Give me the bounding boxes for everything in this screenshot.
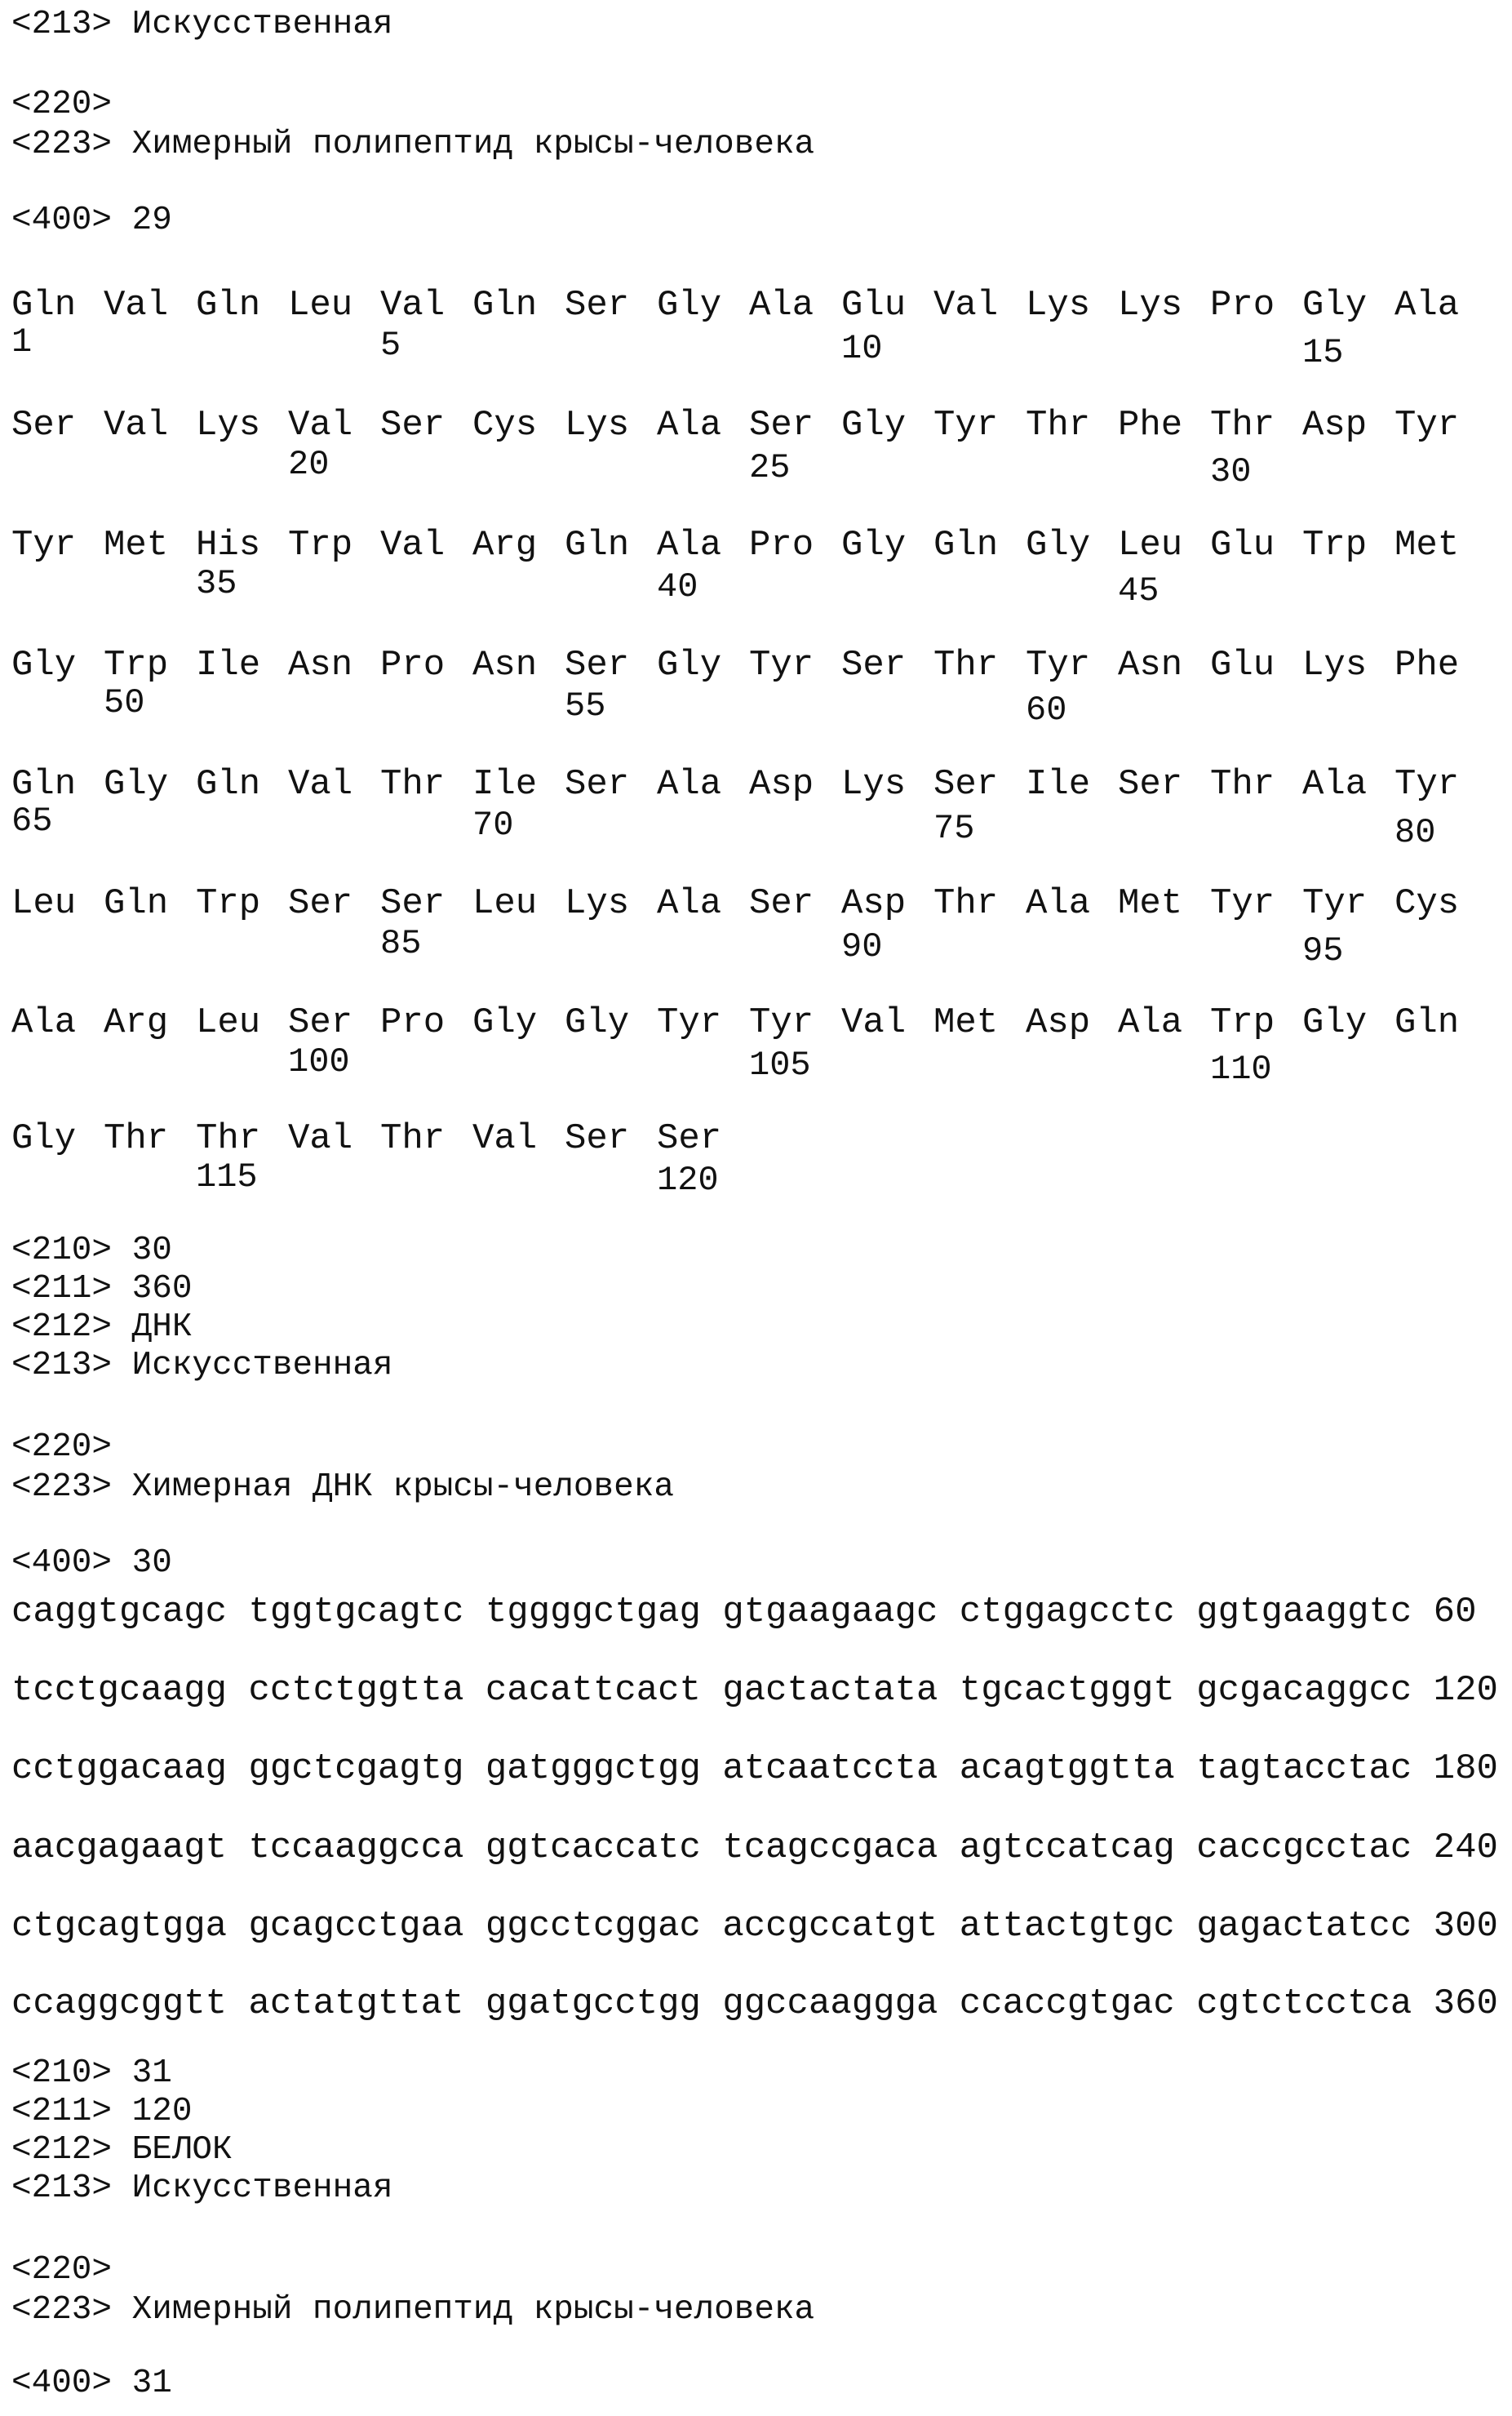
field-400-sequence-id: <400> 31	[11, 2365, 172, 2402]
residue: Ser	[380, 883, 446, 924]
residue: Ser	[933, 764, 999, 805]
residue: Gly	[104, 764, 169, 805]
residue: Leu	[11, 883, 77, 924]
residue: Thr	[1210, 764, 1275, 805]
field-223-description: <223> Химерный полипептид крысы-человека	[11, 2291, 815, 2329]
field-220-feature: <220>	[11, 86, 113, 123]
field-211-length: <211> 120	[11, 2093, 193, 2130]
residue: Pro	[380, 645, 446, 686]
residue: Gln	[933, 525, 999, 566]
residue: Ile	[196, 645, 261, 686]
dna-line: caggtgcagc tggtgcagtc tggggctgag gtgaagaagc ctggagcctc ggtgaaggtc 60	[11, 1592, 1477, 1632]
residue: Ser	[288, 1002, 353, 1043]
residue: Val	[841, 1002, 907, 1043]
residue: Ala	[11, 1002, 77, 1043]
residue: Val	[380, 525, 446, 566]
residue: Leu	[1118, 525, 1183, 566]
residue: Thr	[380, 1118, 446, 1159]
residue: Gly	[841, 405, 907, 446]
field-213-organism: <213> Искусственная	[11, 1347, 393, 1384]
residue: Trp	[104, 645, 169, 686]
residue: Trp	[196, 883, 261, 924]
residue: Pro	[749, 525, 814, 566]
field-223-description: <223> Химерная ДНК крысы-человека	[11, 1468, 674, 1506]
residue: Gly	[657, 285, 722, 326]
residue-position-number: 105	[749, 1046, 811, 1085]
residue: Met	[933, 1002, 999, 1043]
residue: Asp	[841, 883, 907, 924]
residue-position-number: 110	[1210, 1050, 1272, 1089]
residue: Gln	[196, 285, 261, 326]
residue: Val	[104, 405, 169, 446]
residue: Lys	[1302, 645, 1368, 686]
residue: Arg	[104, 1002, 169, 1043]
residue-position-number: 100	[288, 1042, 350, 1081]
residue-position-number: 45	[1118, 571, 1159, 611]
residue: Gly	[472, 1002, 538, 1043]
residue-position-number: 1	[11, 322, 33, 362]
field-213-organism: <213> Искусственная	[11, 2170, 393, 2207]
field-220-feature: <220>	[11, 1428, 113, 1466]
residue: Ile	[472, 764, 538, 805]
residue-position-number: 25	[749, 448, 791, 487]
residue: Ser	[565, 285, 630, 326]
residue: Trp	[288, 525, 353, 566]
residue: Ala	[1026, 883, 1091, 924]
residue-position-number: 115	[196, 1157, 258, 1197]
residue: Thr	[933, 645, 999, 686]
residue: Gln	[565, 525, 630, 566]
residue-position-number: 95	[1302, 931, 1344, 970]
residue: Asn	[288, 645, 353, 686]
residue: Gly	[657, 645, 722, 686]
residue: Ser	[749, 883, 814, 924]
residue: Ser	[1118, 764, 1183, 805]
residue: Val	[472, 1118, 538, 1159]
residue: Ser	[841, 645, 907, 686]
residue: Lys	[196, 405, 261, 446]
residue: Ser	[565, 645, 630, 686]
residue: Ala	[1302, 764, 1368, 805]
residue: Gln	[11, 764, 77, 805]
residue: Ile	[1026, 764, 1091, 805]
residue-position-number: 90	[841, 927, 883, 966]
residue: Val	[933, 285, 999, 326]
residue: Asp	[1026, 1002, 1091, 1043]
residue: Ser	[11, 405, 77, 446]
residue-position-number: 120	[657, 1161, 719, 1200]
residue: Ala	[657, 405, 722, 446]
residue: Met	[1118, 883, 1183, 924]
residue: Glu	[1210, 525, 1275, 566]
residue-position-number: 75	[933, 809, 975, 848]
residue: Tyr	[1394, 405, 1460, 446]
residue: Cys	[1394, 883, 1460, 924]
residue: Val	[288, 764, 353, 805]
residue: Arg	[472, 525, 538, 566]
residue: Val	[288, 1118, 353, 1159]
residue: Gln	[11, 285, 77, 326]
residue: Gly	[11, 1118, 77, 1159]
residue: Glu	[1210, 645, 1275, 686]
residue-position-number: 35	[196, 564, 237, 603]
residue: Ser	[657, 1118, 722, 1159]
residue: Ala	[749, 285, 814, 326]
field-223-description: <223> Химерный полипептид крысы-человека	[11, 126, 815, 163]
residue-position-number: 10	[841, 329, 883, 368]
residue: Gly	[1302, 285, 1368, 326]
residue: Tyr	[933, 405, 999, 446]
residue: Tyr	[657, 1002, 722, 1043]
field-212-type: <212> БЕЛОК	[11, 2131, 233, 2169]
residue-position-number: 50	[104, 683, 145, 722]
residue: Tyr	[1302, 883, 1368, 924]
residue: Gly	[1026, 525, 1091, 566]
residue: Ser	[565, 1118, 630, 1159]
residue-position-number: 80	[1394, 813, 1436, 852]
residue: Ser	[288, 883, 353, 924]
residue: Lys	[565, 883, 630, 924]
residue: Leu	[472, 883, 538, 924]
residue: Tyr	[749, 1002, 814, 1043]
residue: Thr	[1210, 405, 1275, 446]
residue: Gly	[841, 525, 907, 566]
residue-position-number: 15	[1302, 333, 1344, 372]
residue: Lys	[841, 764, 907, 805]
dna-line: ctgcagtgga gcagcctgaa ggcctcggac accgccatgt attactgtgc gagactatcc 300	[11, 1906, 1498, 1947]
residue: Val	[380, 285, 446, 326]
residue: Ala	[1394, 285, 1460, 326]
residue: Ala	[1118, 1002, 1183, 1043]
residue: Asp	[749, 764, 814, 805]
residue-position-number: 20	[288, 445, 330, 484]
residue: Thr	[196, 1118, 261, 1159]
dna-line: cctggacaag ggctcgagtg gatgggctgg atcaatccta acagtggtta tagtacctac 180	[11, 1748, 1498, 1789]
residue: His	[196, 525, 261, 566]
residue: Val	[288, 405, 353, 446]
residue: Cys	[472, 405, 538, 446]
residue: Met	[104, 525, 169, 566]
residue-position-number: 85	[380, 924, 422, 963]
residue: Ala	[657, 764, 722, 805]
residue: Ala	[657, 883, 722, 924]
dna-line: aacgagaagt tccaaggcca ggtcaccatc tcagccgaca agtccatcag caccgcctac 240	[11, 1828, 1498, 1868]
residue: Gln	[472, 285, 538, 326]
residue: Gly	[1302, 1002, 1368, 1043]
field-220-feature: <220>	[11, 2251, 113, 2289]
residue: Tyr	[1394, 764, 1460, 805]
field-211-length: <211> 360	[11, 1270, 193, 1308]
residue: Thr	[933, 883, 999, 924]
residue-position-number: 5	[380, 326, 401, 365]
residue: Phe	[1118, 405, 1183, 446]
residue: Pro	[380, 1002, 446, 1043]
residue: Ser	[565, 764, 630, 805]
residue: Lys	[1118, 285, 1183, 326]
field-400-sequence-id: <400> 30	[11, 1544, 172, 1582]
residue: Met	[1394, 525, 1460, 566]
field-213-organism: <213> Искусственная	[11, 6, 393, 43]
residue: Ala	[657, 525, 722, 566]
residue: Leu	[288, 285, 353, 326]
dna-line: ccaggcggtt actatgttat ggatgcctgg ggccaaggga ccaccgtgac cgtctcctca 360	[11, 1983, 1498, 2024]
residue: Thr	[380, 764, 446, 805]
residue-position-number: 70	[472, 806, 514, 845]
residue: Leu	[196, 1002, 261, 1043]
residue: Tyr	[11, 525, 77, 566]
residue: Thr	[104, 1118, 169, 1159]
residue: Trp	[1302, 525, 1368, 566]
residue: Pro	[1210, 285, 1275, 326]
residue-position-number: 65	[11, 802, 53, 841]
residue: Ser	[749, 405, 814, 446]
residue: Asn	[1118, 645, 1183, 686]
dna-line: tcctgcaagg cctctggtta cacattcact gactactata tgcactgggt gcgacaggcc 120	[11, 1670, 1498, 1711]
residue-position-number: 40	[657, 567, 698, 606]
residue: Trp	[1210, 1002, 1275, 1043]
residue: Gln	[196, 764, 261, 805]
residue-position-number: 60	[1026, 691, 1067, 730]
field-212-type: <212> ДНК	[11, 1308, 193, 1346]
residue: Tyr	[1210, 883, 1275, 924]
residue: Tyr	[749, 645, 814, 686]
residue: Gln	[1394, 1002, 1460, 1043]
residue-position-number: 30	[1210, 452, 1252, 491]
residue: Gly	[11, 645, 77, 686]
residue: Lys	[1026, 285, 1091, 326]
residue: Lys	[565, 405, 630, 446]
residue-position-number: 55	[565, 686, 606, 726]
residue: Ser	[380, 405, 446, 446]
field-210-seq-id: <210> 31	[11, 2054, 172, 2092]
residue: Val	[104, 285, 169, 326]
residue: Asn	[472, 645, 538, 686]
residue: Phe	[1394, 645, 1460, 686]
residue: Asp	[1302, 405, 1368, 446]
residue: Glu	[841, 285, 907, 326]
residue: Gln	[104, 883, 169, 924]
residue: Tyr	[1026, 645, 1091, 686]
residue: Thr	[1026, 405, 1091, 446]
field-210-seq-id: <210> 30	[11, 1232, 172, 1269]
field-400-sequence-id: <400> 29	[11, 202, 172, 239]
residue: Gly	[565, 1002, 630, 1043]
